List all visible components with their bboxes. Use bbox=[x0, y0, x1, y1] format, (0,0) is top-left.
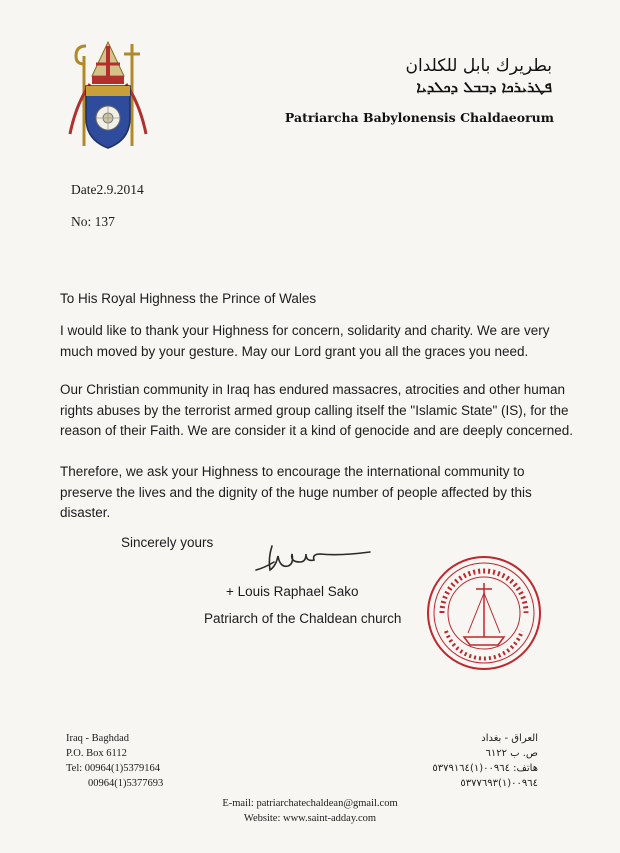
footer-website: Website: www.saint-adday.com bbox=[243, 813, 377, 824]
patriarchate-seal-icon bbox=[424, 553, 544, 673]
footer-po-box-arabic: ص. ب ٦١٢٢ bbox=[485, 748, 538, 759]
footer-tel-1-arabic: هاتف: ٠٠٩٦٤(١)٥٣٧٩١٦٤ bbox=[432, 763, 538, 774]
footer-po-box: P.O. Box 6112 bbox=[66, 748, 127, 759]
paragraph-3: Therefore, we ask your Highness to encourage the international community to preserve the lives and the dignity of the huge number of people affected by this disaster. bbox=[60, 464, 532, 520]
footer-email: E-mail: patriarchatechaldean@gmail.com bbox=[222, 798, 398, 809]
footer-tel-2-arabic: ٠٠٩٦٤(١)٥٣٧٧٦٩٣ bbox=[460, 778, 538, 789]
footer-tel-2: 00964(1)5377693 bbox=[88, 778, 164, 789]
handwritten-signature-icon bbox=[250, 536, 380, 580]
letter-number: No: 137 bbox=[71, 214, 115, 229]
coat-of-arms-icon bbox=[56, 36, 160, 156]
letter-date: Date2.9.2014 bbox=[71, 182, 144, 197]
paragraph-2: Our Christian community in Iraq has endured massacres, atrocities and other human rights abuses by the terrorist armed group calling itself the "Islamic State" (IS), for the reason of their Faith. We are consider it a kind of genocide and are deeply concerned. bbox=[60, 382, 574, 438]
salutation: To His Royal Highness the Prince of Wales bbox=[60, 291, 317, 306]
latin-title: Patriarcha Babylonensis Chaldaeorum bbox=[284, 110, 554, 125]
signer-name: + Louis Raphael Sako bbox=[226, 584, 359, 599]
closing: Sincerely yours bbox=[121, 535, 214, 550]
paragraph-1: I would like to thank your Highness for concern, solidarity and charity. We are very much moved by your gesture. May our Lord grant you all the graces you need. bbox=[60, 323, 550, 359]
footer-left bbox=[66, 731, 163, 791]
footer-contact bbox=[0, 796, 620, 826]
arabic-title: بطريرك بابل للكلدان bbox=[405, 56, 552, 76]
syriac-title: ܦܛܪܝܪܟܐ ܕܒܒܠ ܕܟܠܕܝܐ bbox=[416, 78, 552, 96]
footer-tel-1: Tel: 00964(1)5379164 bbox=[66, 763, 161, 774]
footer-right bbox=[432, 731, 538, 791]
footer-city-arabic: العراق - بغداد bbox=[481, 733, 538, 744]
signer-title: Patriarch of the Chaldean church bbox=[204, 611, 402, 626]
footer-city: Iraq - Baghdad bbox=[66, 733, 129, 744]
